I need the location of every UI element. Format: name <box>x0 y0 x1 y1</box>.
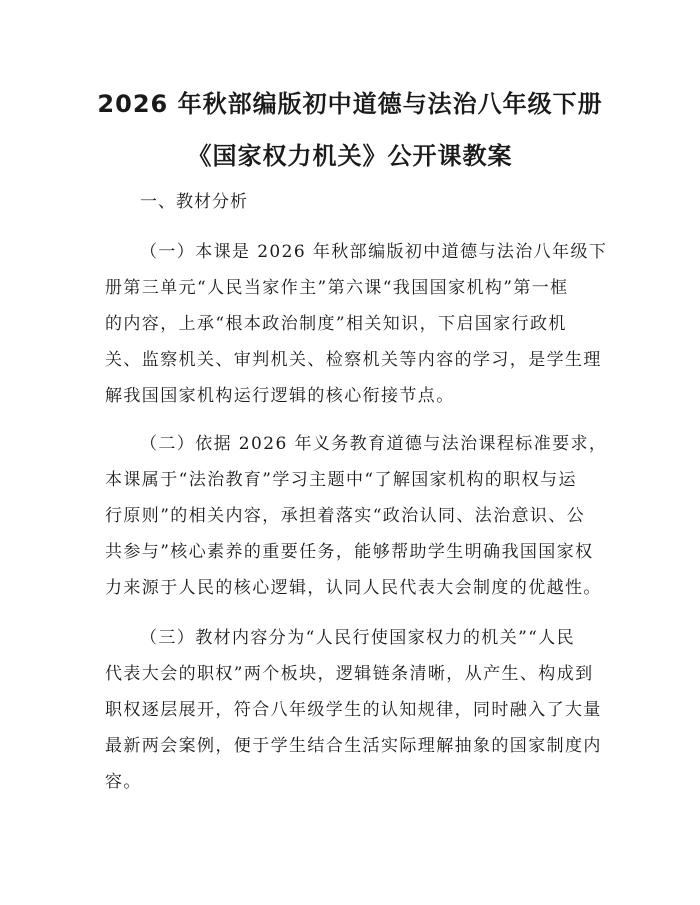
paragraph-line: 最新两会案例，便于学生结合生活实际理解抽象的国家制度内 <box>105 736 602 756</box>
paragraph-line: （二）依据 2026 年义务教育道德与法治课程标准要求， <box>140 434 608 454</box>
paragraph-line: 行原则”的相关内容，承担着落实“政治认同、法治意识、公 <box>105 506 586 526</box>
document-title-line-2: 《国家权力机关》公开课教案 <box>187 142 513 170</box>
paragraph-3 <box>105 620 605 800</box>
paragraph-line: 解我国国家机构运行逻辑的核心衔接节点。 <box>105 386 455 406</box>
paragraph-1 <box>105 234 608 414</box>
paragraph-2 <box>105 426 608 606</box>
paragraph-line: 职权逐层展开，符合八年级学生的认知规律，同时融入了大量 <box>105 700 602 720</box>
paragraph-line: 册第三单元“人民当家作主”第六课“我国国家机构”第一框 <box>105 278 569 298</box>
paragraph-line: （三）教材内容分为“人民行使国家权力的机关”“人民 <box>140 628 576 648</box>
paragraph-line: 共参与”核心素养的重要任务，能够帮助学生明确我国国家权 <box>105 542 594 562</box>
paragraph-line: 容。 <box>105 772 142 792</box>
document-title-line-1: 2026 年秋部编版初中道德与法治八年级下册 <box>97 90 603 118</box>
paragraph-line: （一）本课是 2026 年秋部编版初中道德与法治八年级下 <box>140 242 608 262</box>
paragraph-line: 本课属于“法治教育”学习主题中“了解国家机构的职权与运 <box>105 470 577 490</box>
section-heading: 一、教材分析 <box>140 192 248 212</box>
paragraph-line: 的内容，上承“根本政治制度”相关知识，下启国家行政机 <box>105 314 567 334</box>
paragraph-line: 力来源于人民的核心逻辑，认同人民代表大会制度的优越性。 <box>105 578 602 598</box>
paragraph-line: 代表大会的职权”两个板块，逻辑链条清晰，从产生、构成到 <box>105 664 594 684</box>
paragraph-line: 关、监察机关、审判机关、检察机关等内容的学习，是学生理 <box>105 350 602 370</box>
